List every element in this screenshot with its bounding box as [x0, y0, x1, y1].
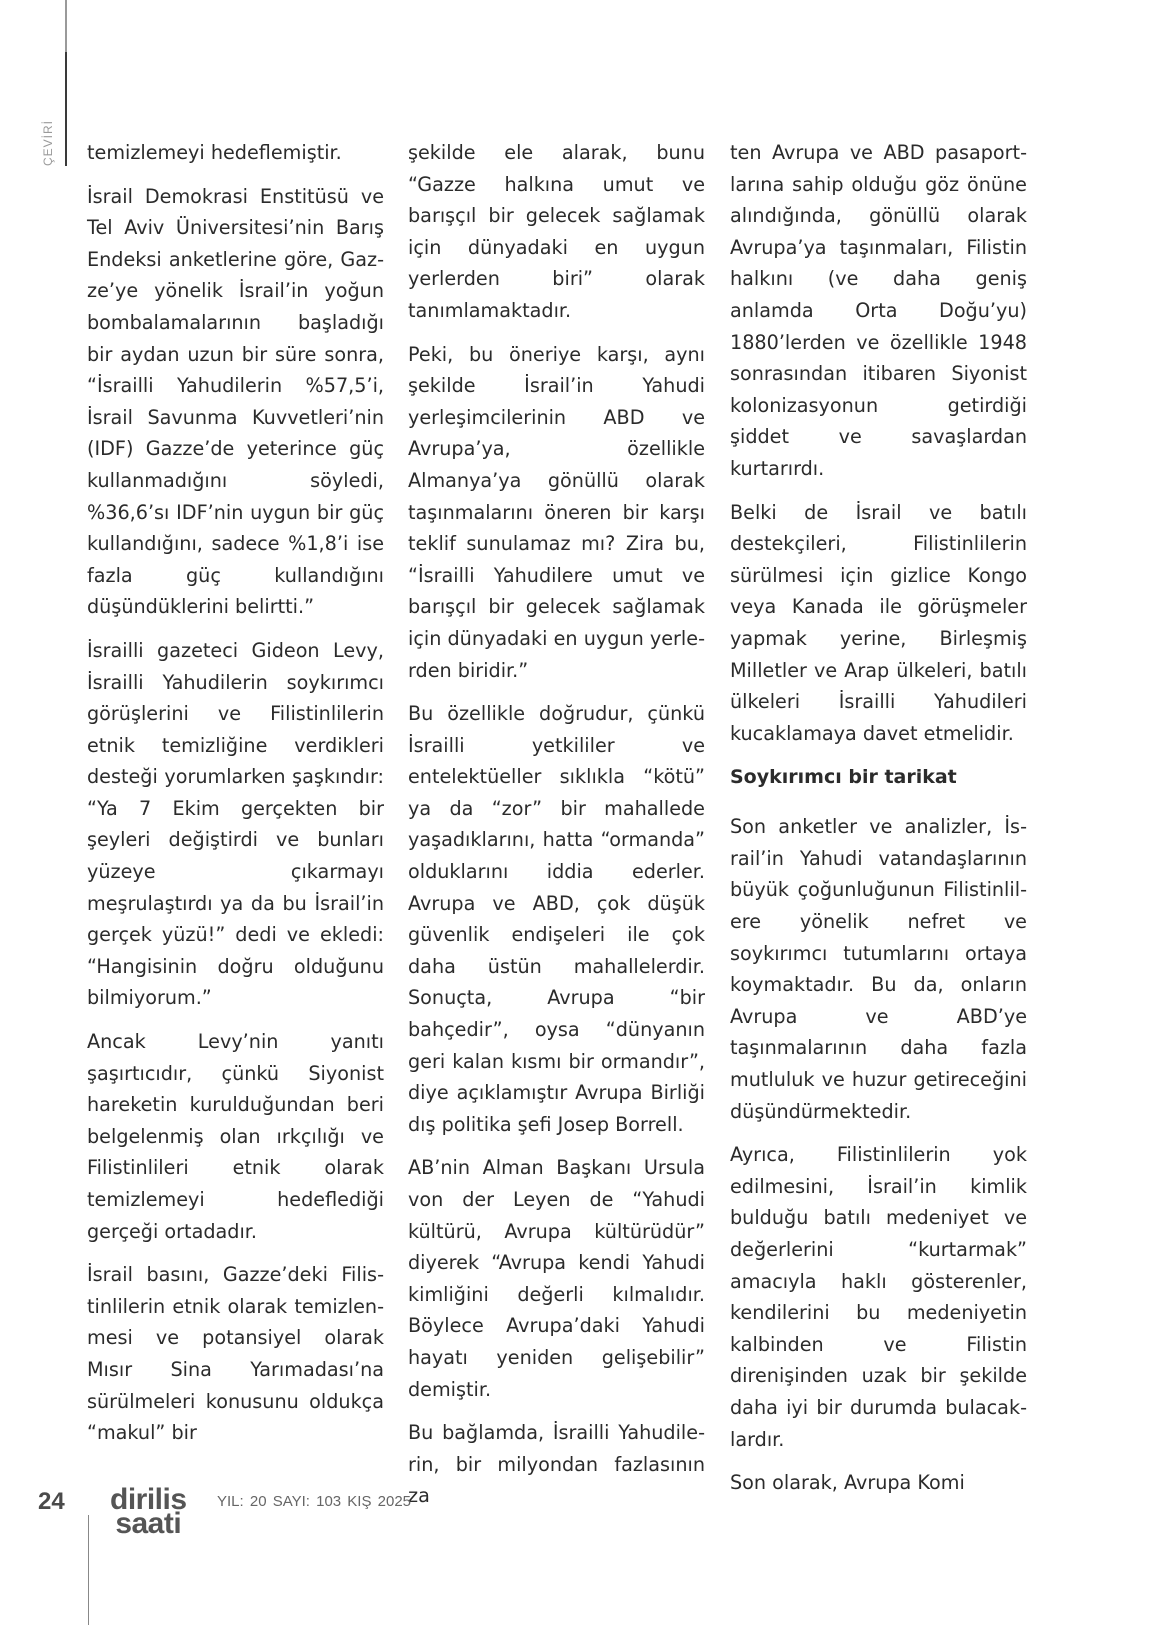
paragraph: şekilde ele alarak, bunu “Gazze halkına umut ve barışçıl bir gelecek sağlamak için dünyadaki en uygun yerlerden biri” olarak tanımlamaktadır.: [408, 141, 705, 322]
magazine-logo: [110, 1483, 187, 1540]
paragraph: Son olarak, Avrupa Komi: [730, 1471, 965, 1495]
paragraph: Ancak Levy’nin yanıtı şaşırtıcıdır, çünkü Siyonist hareketin kurulduğundan beri belgelenmiş olan ırkçılığı ve Filistinlileri etnik olarak temizlemeyi hedeflediği gerçeği ortadadır.: [87, 1030, 384, 1243]
paragraph: İsrailli gazeteci Gideon Levy, İsrailli Yahudilerin soykırımcı görüşlerini ve Filistinlilerin etnik temizliğine verdikleri desteği yorumlarken şaşkındır: “Ya 7 Ekim gerçekten bir şeyleri değiştirdi ve bunları yüzeye çıkarmayı meşrulaştırdı ya da bu İsrail’in gerçek yüzü!” dedi ve ekledi: “Hangisinin doğru olduğunu bilmiyorum.”: [87, 638, 384, 1010]
paragraph: İsrail Demokrasi Enstitüsü ve Tel Aviv Üniversitesi’nin Barış Endeksi anketlerine göre, Gazze’ye yönelik İsrail’in yoğun bombalamalarının başladığı bir aydan uzun bir süre sonra, “İsrailli Yahudilerin %57,5’i, İsrail Savunma Kuvvetleri’nin (IDF) Gazze’de yeterince güç kullanmadığını söyledi, %36,6’sı IDF’nin uygun bir güç kullandığını, sadece %1,8’i ise fazla güç kullandığını düşündüklerini belirtti.”: [87, 184, 384, 619]
paragraph: temizlemeyi hedeflemiştir.: [87, 141, 342, 164]
issue-info: YIL: 20 SAYI: 103 KIŞ 2025: [217, 1493, 412, 1510]
paragraph: AB’nin Alman Başkanı Ursula von der Leyen de “Yahudi kültürü, Avrupa kültürüdür” diyerek “Avrupa kendi Yahudi kimliğini değerli kılmalıdır. Böylece Avrupa’daki Yahudi hayatı yeniden gelişebilir” demiştir.: [408, 1156, 705, 1401]
paragraph: Bu özellikle doğrudur, çünkü İsrailli yetkililer ve entelektüeller sıklıkla “kötü” ya da “zor” bir mahallede yaşadıklarını, hatta “ormanda” olduklarını iddia ederler. Avrupa ve ABD, çok düşük güvenlik endişeleri ile çok daha üstün mahallelerdir. Sonuçta, Avrupa “bir bahçedir”, oysa “dünyanın geri kalan kısmı bir ormandır”, diye açıklamıştır Avrupa Birliği dış politika şefi Josep Borrell.: [408, 702, 705, 1136]
logo-line-2: saati: [115, 1507, 182, 1540]
section-label: ÇEVİRİ: [41, 119, 55, 166]
paragraph: Belki de İsrail ve batılı destekçileri, Filistinlilerin sürülmesi için gizlice Kongo veya Kanada ile görüşmeler yapmak yerine, Birleşmiş Milletler ve Arap ülkeleri, batılı ülkeleri İsrailli Yahudileri kucaklamaya davet etmelidir.: [730, 500, 1027, 745]
section-heading: Soykırımcı bir tarikat: [730, 766, 957, 789]
text-column-1: [87, 137, 384, 1461]
margin-rule-top: [65, 0, 67, 52]
logo-line-1: dirilis: [110, 1483, 187, 1516]
page-number: 24: [38, 1488, 65, 1515]
text-column-2: [408, 137, 705, 1524]
paragraph: Ayrıca, Filistinlilerin yok edilmesini, İsrail’in kimlik bulduğu batılı medeniyet ve değerlerini “kurtarmak” amacıyla haklı gösterenler, kendilerini bu medeniyetin kalbinden ve Filistin direnişinden uzak bir şekilde daha iyi bir durumda bulacaklardır.: [730, 1143, 1027, 1451]
paragraph: Peki, bu öneriye karşı, aynı şekilde İsrail’in Yahudi yerleşimcilerinin ABD ve Avrupa’ya, özellikle Almanya’ya gönüllü olarak taşınmalarını öneren bir karşı teklif sunulamaz mı? Zira bu, “İsrailli Yahudilere umut ve barışçıl bir gelecek sağlamak için dünyadaki en uygun yerlerden biridir.”: [408, 342, 705, 682]
paragraph: Bu bağlamda, İsrailli Yahudilerin, bir milyondan fazlasının za: [408, 1421, 705, 1508]
paragraph: İsrail basını, Gazze’deki Filistinlilerin etnik olarak temizlenmesi ve potansiyel olarak Mısır Sina Yarımadası’na sürülmeleri konusunu oldukça “makul” bir: [87, 1263, 384, 1445]
footer-divider: [88, 1515, 89, 1625]
text-column-3: [730, 137, 1027, 1511]
paragraph: Son anketler ve analizler, İsrail’in Yahudi vatandaşlarının büyük çoğunluğunun Filistinlilere yönelik nefret ve soykırımcı tutumlarını ortaya koymaktadır. Bu da, onların Avrupa ve ABD’ye taşınmalarının daha fazla mutluluk ve huzur getireceğini düşündürmektedir.: [730, 815, 1027, 1123]
margin-rule-section: [65, 52, 67, 166]
paragraph: ten Avrupa ve ABD pasaportlarına sahip olduğu göz önüne alındığında, gönüllü olarak Avrupa’ya taşınmaları, Filistin halkını (ve daha geniş anlamda Orta Doğu’yu) 1880’lerden ve özellikle 1948 sonrasından itibaren Siyonist kolonizasyonun getirdiği şiddet ve savaşlardan kurtarırdı.: [730, 141, 1027, 480]
